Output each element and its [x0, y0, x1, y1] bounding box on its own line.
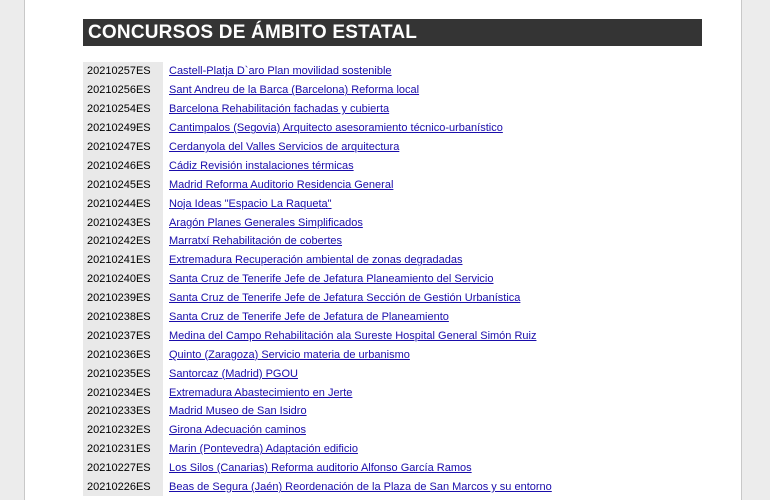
competition-code: 20210246ES: [83, 156, 163, 175]
list-item: [83, 364, 702, 383]
page-content: [24, 0, 742, 500]
competition-link[interactable]: Extremadura Abastecimiento en Jerte: [169, 386, 353, 399]
competition-code: 20210232ES: [83, 421, 163, 440]
competition-link[interactable]: Santa Cruz de Tenerife Jefe de Jefatura Sección de Gestión Urbanística: [169, 292, 521, 305]
competition-link[interactable]: Girona Adecuación caminos: [169, 424, 306, 437]
list-item: [83, 345, 702, 364]
competition-link[interactable]: Barcelona Rehabilitación fachadas y cubierta: [169, 103, 390, 116]
list-item: [83, 326, 702, 345]
competition-code: 20210226ES: [83, 478, 163, 497]
competition-code: 20210256ES: [83, 81, 163, 100]
competition-link[interactable]: Cantimpalos (Segovia) Arquitecto asesoramiento técnico-urbanístico: [169, 122, 503, 135]
competition-link[interactable]: Santa Cruz de Tenerife Jefe de Jefatura Planeamiento del Servicio: [169, 273, 494, 286]
competition-code: 20210244ES: [83, 194, 163, 213]
list-item: [83, 100, 702, 119]
list-item: [83, 232, 702, 251]
list-item: [83, 459, 702, 478]
competition-link[interactable]: Medina del Campo Rehabilitación ala Sureste Hospital General Simón Ruiz: [169, 329, 537, 342]
competition-code: 20210242ES: [83, 232, 163, 251]
list-item: [83, 62, 702, 81]
competition-code: 20210227ES: [83, 459, 163, 478]
competition-link[interactable]: Cádiz Revisión instalaciones térmicas: [169, 159, 354, 172]
competition-link[interactable]: Marratxí Rehabilitación de cobertes: [169, 235, 343, 248]
competition-code: 20210240ES: [83, 270, 163, 289]
competition-list: [83, 62, 702, 496]
section-banner-title: CONCURSOS DE ÁMBITO ESTATAL: [83, 19, 702, 46]
list-item: [83, 138, 702, 157]
competition-link[interactable]: Madrid Reforma Auditorio Residencia General: [169, 178, 394, 191]
list-item: [83, 383, 702, 402]
competition-link[interactable]: Beas de Segura (Jaén) Reordenación de la Plaza de San Marcos y su entorno: [169, 481, 552, 494]
list-item: [83, 156, 702, 175]
list-item: [83, 421, 702, 440]
list-item: [83, 308, 702, 327]
list-item: [83, 194, 702, 213]
competition-code: 20210243ES: [83, 213, 163, 232]
list-item: [83, 213, 702, 232]
competition-code: 20210254ES: [83, 100, 163, 119]
competition-code: 20210239ES: [83, 289, 163, 308]
competition-code: 20210249ES: [83, 119, 163, 138]
list-item: [83, 81, 702, 100]
competition-link[interactable]: Santorcaz (Madrid) PGOU: [169, 367, 298, 380]
competition-link[interactable]: Quinto (Zaragoza) Servicio materia de urbanismo: [169, 348, 410, 361]
list-item: [83, 251, 702, 270]
competition-code: 20210234ES: [83, 383, 163, 402]
list-item: [83, 440, 702, 459]
competition-code: 20210241ES: [83, 251, 163, 270]
competition-link[interactable]: Aragón Planes Generales Simplificados: [169, 216, 363, 229]
competition-link[interactable]: Sant Andreu de la Barca (Barcelona) Reforma local: [169, 84, 420, 97]
competition-link[interactable]: Santa Cruz de Tenerife Jefe de Jefatura de Planeamiento: [169, 311, 449, 324]
list-item: [83, 289, 702, 308]
list-item: [83, 270, 702, 289]
competition-link[interactable]: Cerdanyola del Valles Servicios de arquitectura: [169, 141, 400, 153]
competition-link[interactable]: Noja Ideas "Espacio La Raqueta": [169, 197, 332, 210]
competition-link[interactable]: Marin (Pontevedra) Adaptación edificio: [169, 443, 358, 456]
competition-link[interactable]: Castell-Platja D`aro Plan movilidad sostenible: [169, 65, 392, 78]
competition-code: 20210235ES: [83, 364, 163, 383]
list-item: [83, 119, 702, 138]
list-item: [83, 402, 702, 421]
competition-link[interactable]: Extremadura Recuperación ambiental de zonas degradadas: [169, 254, 463, 267]
competition-code: 20210236ES: [83, 345, 163, 364]
competition-link[interactable]: Los Silos (Canarias) Reforma auditorio Alfonso García Ramos: [169, 462, 472, 475]
competition-code: 20210233ES: [83, 402, 163, 421]
competition-code: 20210257ES: [83, 62, 163, 81]
competition-code: 20210245ES: [83, 175, 163, 194]
list-item: [83, 478, 702, 497]
competition-code: 20210238ES: [83, 308, 163, 327]
list-item: [83, 175, 702, 194]
competition-code: 20210247ES: [83, 138, 163, 157]
competition-code: 20210237ES: [83, 326, 163, 345]
competition-code: 20210231ES: [83, 440, 163, 459]
competition-link[interactable]: Madrid Museo de San Isidro: [169, 405, 307, 418]
